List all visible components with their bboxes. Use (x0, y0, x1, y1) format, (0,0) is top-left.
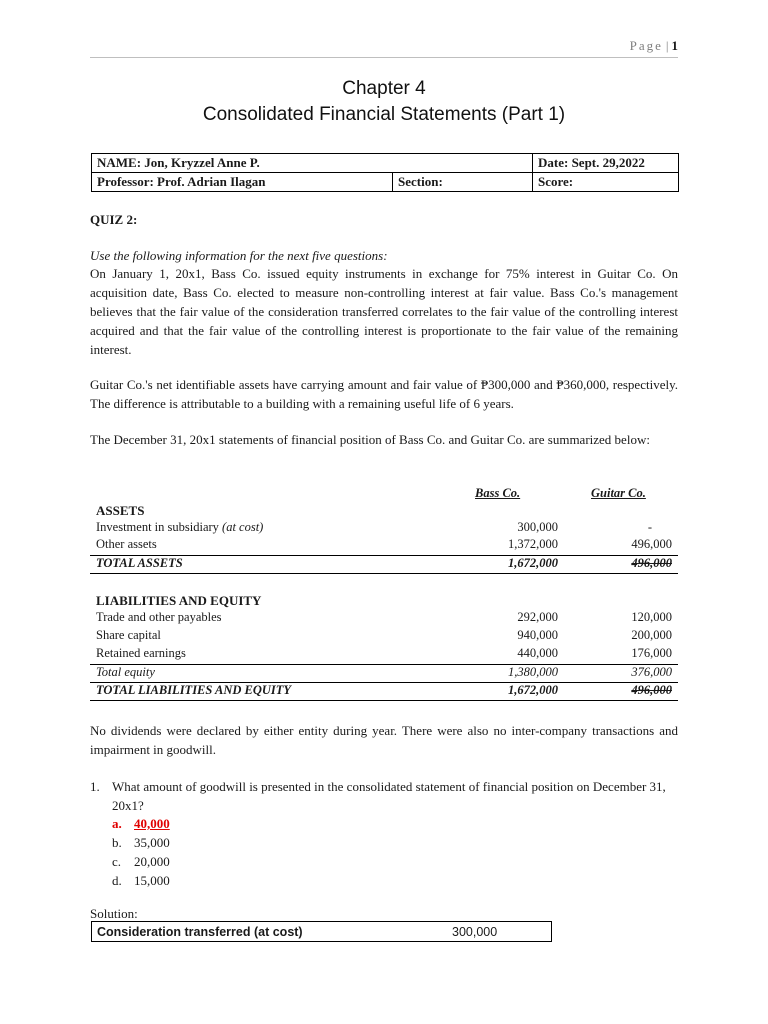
option-c[interactable] (112, 852, 170, 871)
question-text: What amount of goodwill is presented in the consolidated statement of financial position on December 31, 20x1? (112, 779, 666, 813)
guitar-value: 496,000 (631, 537, 672, 551)
chapter-subtitle: Consolidated Financial Statements (Part 1) (202, 104, 566, 125)
total-liabilities-row (90, 682, 678, 701)
bass-value: 1,380,000 (508, 665, 558, 679)
bass-value: 1,372,000 (508, 537, 558, 551)
guitar-value: 496,000 (631, 556, 672, 570)
date-cell: Date: Sept. 29,2022 (533, 154, 679, 173)
guitar-value: 200,000 (631, 628, 672, 642)
row-label: Other assets (96, 537, 157, 551)
bass-value: 1,672,000 (508, 556, 558, 570)
instructions: Use the following information for the next five questions: (90, 248, 388, 263)
paragraph-dividends: No dividends were declared by either entity during year. There were also no inter-company transactions and impairment in goodwill. (90, 723, 678, 757)
header-divider (90, 57, 678, 58)
answer-options (112, 814, 170, 890)
student-info-table (91, 153, 679, 192)
option-d[interactable] (112, 871, 170, 890)
quiz-label: QUIZ 2: (90, 212, 138, 227)
row-label: TOTAL ASSETS (96, 556, 183, 570)
row-label: Retained earnings (96, 646, 186, 660)
option-a[interactable] (112, 814, 170, 833)
solution-row-value: 300,000 (447, 922, 552, 942)
bass-value: 1,672,000 (508, 683, 558, 697)
table-row (90, 520, 678, 537)
guitar-value: - (647, 520, 652, 534)
option-value: 20,000 (134, 854, 170, 869)
row-label: Total equity (96, 665, 155, 679)
guitar-value: 376,000 (631, 665, 672, 679)
liabilities-header: LIABILITIES AND EQUITY (96, 593, 262, 608)
option-value: 35,000 (134, 835, 170, 850)
option-b[interactable] (112, 833, 170, 852)
professor-cell: Professor: Prof. Adrian Ilagan (92, 173, 393, 192)
chapter-title: Chapter 4 (342, 78, 426, 99)
row-label-note: (at cost) (222, 520, 264, 534)
name-cell: NAME: Jon, Kryzzel Anne P. (92, 154, 533, 173)
row-label: Share capital (96, 628, 161, 642)
question-1 (90, 777, 678, 815)
row-label: Investment in subsidiary (96, 520, 223, 534)
option-letter: a. (112, 816, 122, 831)
page-number-value: 1 (671, 38, 678, 53)
paragraph-statements: The December 31, 20x1 statements of financial position of Bass Co. and Guitar Co. are summarized below: (90, 432, 650, 447)
col-header-guitar: Guitar Co. (591, 486, 646, 500)
total-assets-row (90, 555, 678, 574)
bass-value: 292,000 (517, 610, 558, 624)
guitar-value: 120,000 (631, 610, 672, 624)
total-equity-row (90, 664, 678, 682)
bass-value: 300,000 (517, 520, 558, 534)
bass-value: 440,000 (517, 646, 558, 660)
guitar-value: 496,000 (631, 683, 672, 697)
section-cell: Section: (393, 173, 533, 192)
solution-table (91, 921, 552, 942)
page-label: Page (629, 38, 663, 53)
table-row (92, 922, 552, 942)
question-number: 1. (90, 779, 100, 794)
option-letter: c. (112, 854, 122, 869)
table-row (90, 610, 678, 627)
option-letter: d. (112, 873, 122, 888)
option-value: 15,000 (134, 873, 170, 888)
bass-value: 940,000 (517, 628, 558, 642)
assets-header: ASSETS (96, 503, 145, 518)
solution-label: Solution: (90, 906, 138, 921)
option-value: 40,000 (134, 816, 170, 831)
table-row (90, 646, 678, 663)
table-row (90, 537, 678, 554)
paragraph-net-assets: Guitar Co.'s net identifiable assets have carrying amount and fair value of ₱300,000 and ₱360,000, respectively. The difference is attributable to a building with a remaining useful life of 6 years. (90, 377, 678, 411)
score-cell: Score: (533, 173, 679, 192)
option-letter: b. (112, 835, 122, 850)
guitar-value: 176,000 (631, 646, 672, 660)
table-row (90, 628, 678, 645)
solution-row-label: Consideration transferred (at cost) (92, 922, 448, 942)
col-header-bass: Bass Co. (475, 486, 521, 500)
row-label: Trade and other payables (96, 610, 222, 624)
row-label: TOTAL LIABILITIES AND EQUITY (96, 683, 292, 697)
page-number: Page | 1 (629, 38, 678, 53)
paragraph-acquisition: On January 1, 20x1, Bass Co. issued equity instruments in exchange for 75% interest in Guitar Co. On acquisition date, Bass Co. elected to measure non-controlling interest at fair value. Bass Co.'s management believes that the fair value of the consideration transferred correlates to the fair value of the controlling interest acquired and that the fair value of the controlling interest is proportionate to the fair value of the remaining interest. (90, 266, 678, 357)
